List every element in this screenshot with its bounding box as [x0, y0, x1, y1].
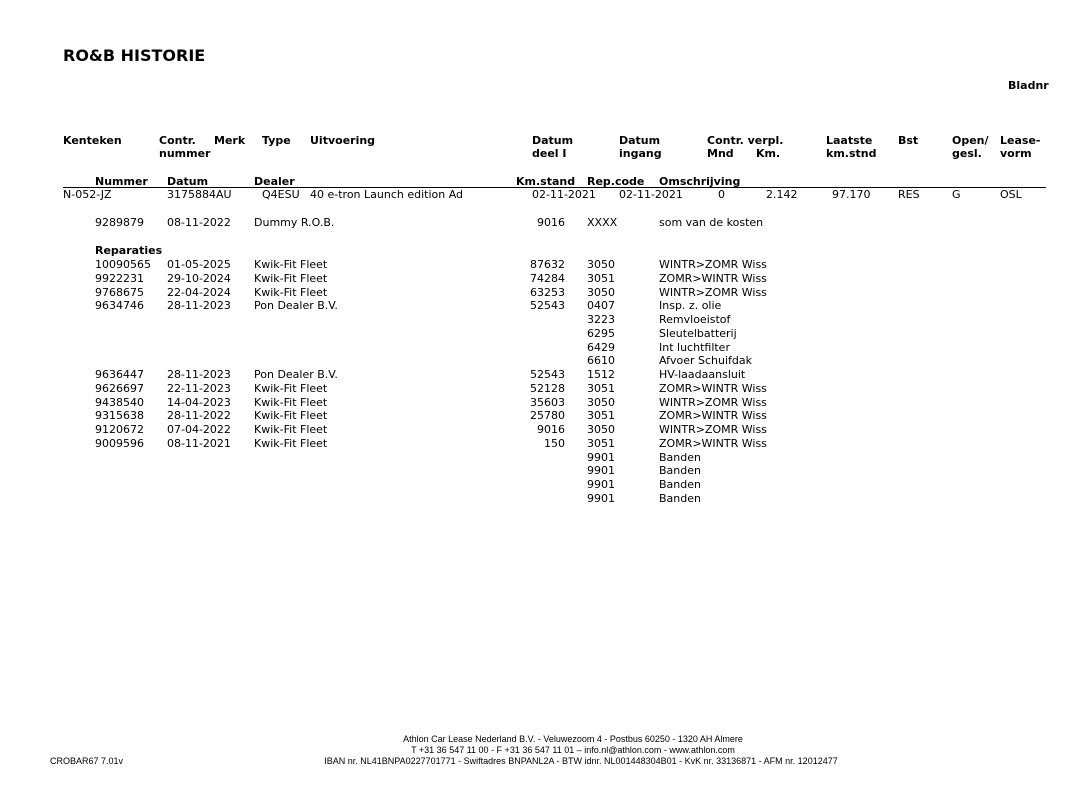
repair-datum: 28-11-2023	[167, 299, 231, 313]
header-datum-ingang-sub: ingang	[619, 147, 662, 160]
repair-km: 52543	[530, 299, 565, 313]
repair-km: 25780	[530, 409, 565, 423]
repair-omschrijving: Banden	[659, 450, 701, 464]
repair-omschrijving: Sleutelbatterij	[659, 326, 737, 340]
repair-dealer: Kwik-Fit Fleet	[254, 271, 328, 285]
vehicle-laatste-km: 97.170	[832, 188, 871, 201]
header-lease: Lease-	[1000, 134, 1041, 147]
repair-dealer: Kwik-Fit Fleet	[254, 409, 328, 423]
vehicle-kenteken: N-052-JZ	[63, 188, 112, 201]
repair-omschrijving: ZOMR>WINTR Wiss	[659, 436, 767, 450]
header-leasevorm: vorm	[1000, 147, 1032, 160]
header-verpl-km: Km.	[756, 147, 781, 160]
repair-dealer: Kwik-Fit Fleet	[254, 436, 328, 450]
vehicle-datum-ingang: 02-11-2021	[619, 188, 683, 201]
table-row	[0, 272, 1080, 286]
repair-nummer: 9636447	[95, 368, 144, 381]
repair-dealer: Kwik-Fit Fleet	[254, 423, 328, 436]
repair-km: 150	[544, 436, 565, 450]
repair-dealer: Kwik-Fit Fleet	[254, 258, 328, 271]
header-repcode: Rep.code	[587, 175, 645, 188]
repair-code: 3051	[587, 271, 615, 285]
repair-dealer: Pon Dealer B.V.	[254, 299, 338, 313]
repair-nummer: 10090565	[95, 258, 151, 271]
repair-nummer: 9922231	[95, 271, 144, 285]
dummy-nummer: 9289879	[95, 216, 144, 229]
repair-code: 3050	[587, 258, 615, 271]
repair-omschrijving: WINTR>ZOMR Wiss	[659, 423, 767, 436]
repair-omschrijving: Remvloeistof	[659, 313, 731, 326]
repair-code: 3050	[587, 395, 615, 409]
table-row	[0, 437, 1080, 451]
repair-nummer: 9634746	[95, 299, 144, 313]
header-open: Open/	[952, 134, 989, 147]
repair-dealer: Kwik-Fit Fleet	[254, 395, 328, 409]
header-bst: Bst	[898, 134, 919, 147]
header-dealer: Dealer	[254, 175, 295, 188]
repair-code: 9901	[587, 491, 615, 505]
dummy-km: 9016	[537, 216, 565, 229]
table-row	[0, 354, 1080, 368]
footer-bank: IBAN nr. NL41BNPA0227701771 - Swiftadres BNPANL2A - BTW idnr. NL001448304B01 - KvK nr. 33136871 - AFM nr. 12012477	[324, 756, 838, 766]
repair-omschrijving: ZOMR>WINTR Wiss	[659, 409, 767, 423]
vehicle-bst: RES	[898, 188, 920, 201]
repair-code: 6429	[587, 340, 615, 354]
table-row	[0, 258, 1080, 272]
repair-km: 74284	[530, 271, 565, 285]
page-title: RO&B HISTORIE	[63, 46, 206, 65]
repair-dealer: Kwik-Fit Fleet	[254, 381, 328, 395]
repair-omschrijving: ZOMR>WINTR Wiss	[659, 381, 767, 395]
table-row	[0, 492, 1080, 506]
header-omschrijving: Omschrijving	[659, 175, 741, 188]
table-row	[0, 478, 1080, 492]
header-kenteken: Kenteken	[63, 134, 122, 147]
repair-omschrijving: Insp. z. olie	[659, 299, 722, 313]
header-datum: Datum	[167, 175, 209, 188]
dummy-datum: 08-11-2022	[167, 216, 231, 229]
table-row	[0, 396, 1080, 410]
table-row	[0, 341, 1080, 355]
repair-km: 52543	[530, 368, 565, 381]
vehicle-contract: 3175884AU	[167, 188, 232, 201]
header-kmstand: Km.stand	[516, 175, 576, 188]
table-row	[0, 368, 1080, 382]
footer-contact: T +31 36 547 11 00 - F +31 36 547 11 01 – info.nl@athlon.com - www.athlon.com	[411, 745, 735, 755]
header-laatste-kmstnd: km.stnd	[826, 147, 877, 160]
repair-datum: 28-11-2023	[167, 368, 231, 381]
repair-code: 3050	[587, 285, 615, 299]
repair-datum: 22-04-2024	[167, 285, 231, 299]
repair-code: 1512	[587, 368, 615, 381]
table-row	[0, 327, 1080, 341]
dummy-code: XXXX	[587, 216, 618, 229]
footer-code: CROBAR67 7.01v	[50, 756, 124, 766]
repair-code: 3051	[587, 381, 615, 395]
repair-omschrijving: WINTR>ZOMR Wiss	[659, 285, 767, 299]
repair-omschrijving: Banden	[659, 491, 701, 505]
repair-code: 9901	[587, 464, 615, 478]
vehicle-open: G	[952, 188, 961, 201]
vehicle-lease: OSL	[1000, 188, 1022, 201]
repair-nummer: 9438540	[95, 395, 144, 409]
header-merk: Merk	[214, 134, 246, 147]
repair-omschrijving: Afvoer Schuifdak	[659, 354, 753, 368]
vehicle-uitvoering: 40 e-tron Launch edition Ad	[310, 188, 464, 201]
header-contr-verpl: Contr. verpl.	[707, 134, 784, 147]
vehicle-row	[0, 188, 1080, 202]
header-datum-ingang: Datum	[619, 134, 661, 147]
header-datum-deel1-sub: deel I	[532, 147, 567, 160]
repair-km: 35603	[530, 395, 565, 409]
repair-omschrijving: ZOMR>WINTR Wiss	[659, 271, 767, 285]
reparaties-label: Reparaties	[95, 244, 163, 257]
header-type: Type	[262, 134, 291, 147]
vehicle-type: Q4ESU	[262, 188, 300, 201]
repair-km: 9016	[537, 423, 565, 436]
table-row	[0, 299, 1080, 313]
header-contr: Contr.	[159, 134, 196, 147]
vehicle-km: 2.142	[766, 188, 798, 201]
bladnr-label: Bladnr	[1008, 79, 1049, 92]
header-contr-nummer: nummer	[159, 147, 211, 160]
vehicle-datum-deel1: 02-11-2021	[532, 188, 596, 201]
repair-km: 87632	[530, 258, 565, 271]
table-row	[0, 451, 1080, 465]
repair-code: 3223	[587, 313, 615, 326]
repair-datum: 29-10-2024	[167, 271, 231, 285]
repair-nummer: 9009596	[95, 436, 144, 450]
footer-address: Athlon Car Lease Nederland B.V. - Veluwezoom 4 - Postbus 60250 - 1320 AH Almere	[403, 734, 743, 744]
dummy-omschrijving: som van de kosten	[659, 216, 764, 229]
repair-code: 9901	[587, 478, 615, 491]
repair-omschrijving: WINTR>ZOMR Wiss	[659, 395, 767, 409]
repair-omschrijving: HV-laadaansluit	[659, 368, 746, 381]
dummy-row	[0, 216, 1080, 230]
repair-code: 6295	[587, 326, 615, 340]
repair-nummer: 9626697	[95, 381, 144, 395]
header-gesl: gesl.	[952, 147, 982, 160]
header-laatste: Laatste	[826, 134, 873, 147]
header-verpl-mnd: Mnd	[707, 147, 734, 160]
repair-omschrijving: Banden	[659, 478, 701, 491]
repair-code: 6610	[587, 354, 615, 368]
repair-omschrijving: Int luchtfilter	[659, 340, 730, 354]
table-row	[0, 286, 1080, 300]
repair-nummer: 9768675	[95, 285, 144, 299]
repair-dealer: Kwik-Fit Fleet	[254, 285, 328, 299]
table-row	[0, 313, 1080, 327]
table-row	[0, 464, 1080, 478]
repair-code: 3051	[587, 436, 615, 450]
dummy-dealer: Dummy R.O.B.	[254, 216, 335, 229]
table-row	[0, 409, 1080, 423]
header-datum-deel1: Datum	[532, 134, 574, 147]
repair-code: 3050	[587, 423, 615, 436]
repair-omschrijving: Banden	[659, 464, 701, 478]
vehicle-mnd: 0	[718, 188, 725, 201]
repair-datum: 28-11-2022	[167, 409, 231, 423]
repair-datum: 22-11-2023	[167, 381, 231, 395]
table-row	[0, 423, 1080, 437]
repair-code: 9901	[587, 450, 615, 464]
header-nummer: Nummer	[95, 175, 148, 188]
repair-km: 63253	[530, 285, 565, 299]
repair-datum: 14-04-2023	[167, 395, 231, 409]
table-row	[0, 382, 1080, 396]
repair-km: 52128	[530, 381, 565, 395]
repair-datum: 08-11-2021	[167, 436, 231, 450]
repair-dealer: Pon Dealer B.V.	[254, 368, 338, 381]
header-uitvoering: Uitvoering	[310, 134, 376, 147]
repair-datum: 07-04-2022	[167, 423, 231, 436]
repair-nummer: 9120672	[95, 423, 144, 436]
repair-code: 3051	[587, 409, 615, 423]
repair-omschrijving: WINTR>ZOMR Wiss	[659, 258, 767, 271]
repair-nummer: 9315638	[95, 409, 144, 423]
repair-datum: 01-05-2025	[167, 258, 231, 271]
repair-code: 0407	[587, 299, 615, 313]
